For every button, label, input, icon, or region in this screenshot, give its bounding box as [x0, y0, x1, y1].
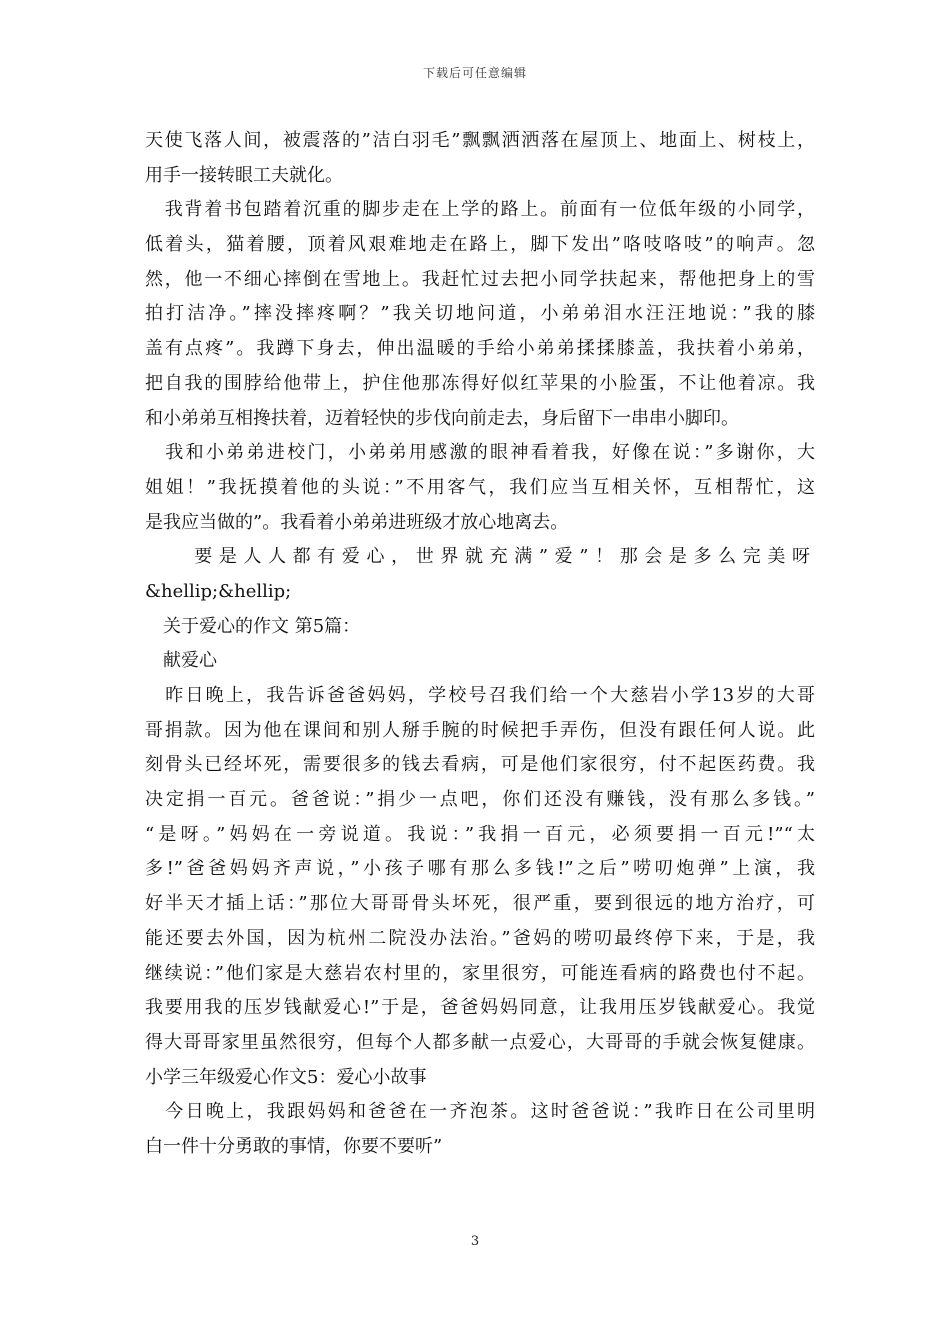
- text-line: 白一件十分勇敢的事情，你要不要听”: [145, 1135, 443, 1157]
- text-line: 关于爱心的作文 第5篇：: [145, 615, 361, 637]
- text-line: &hellip;&hellip;: [145, 580, 292, 602]
- text-line: 我背着书包踏着沉重的脚步走在上学的路上。前面有一位低年级的小同学，: [145, 199, 815, 221]
- document-body: [145, 124, 815, 1165]
- text-line: 盖有点疼”。我蹲下身去，伸出温暖的手给小弟弟揉揉膝盖，我扶着小弟弟，: [145, 338, 815, 360]
- text-line: 刻骨头已经坏死，需要很多的钱去看病，可是他们家很穷，付不起医药费。我: [145, 754, 815, 776]
- text-line: 决定捐一百元。爸爸说：”捐少一点吧，你们还没有赚钱，没有那么多钱。”: [145, 789, 815, 811]
- text-line: 我和小弟弟进校门，小弟弟用感激的眼神看着我，好像在说：”多谢你，大: [145, 442, 815, 464]
- text-line: 我要用我的压岁钱献爱心!”于是，爸爸妈妈同意，让我用压岁钱献爱心。我觉: [145, 997, 815, 1019]
- page-header: 下载后可任意编辑: [422, 66, 527, 80]
- text-line: 小学三年级爱心作文5：爱心小故事: [145, 1066, 427, 1088]
- text-line: 姐姐！”我抚摸着他的头说：”不用客气，我们应当互相关怀，互相帮忙，这: [145, 476, 815, 498]
- text-line: 哥捐款。因为他在课间和别人掰手腕的时候把手弄伤，但没有跟任何人说。此: [145, 719, 815, 741]
- text-line: 然，他一不细心摔倒在雪地上。我赶忙过去把小同学扶起来，帮他把身上的雪: [145, 268, 815, 290]
- text-line: 好半天才插上话：”那位大哥哥骨头坏死，很严重，要到很远的地方治疗，可: [145, 893, 815, 915]
- text-line: 和小弟弟互相搀扶着，迈着轻快的步伐向前走去，身后留下一串串小脚印。: [145, 407, 739, 429]
- text-line: 把自我的围脖给他带上，护住他那冻得好似红苹果的小脸蛋，不让他着凉。我: [145, 372, 815, 394]
- text-line: 天使飞落人间，被震落的”洁白羽毛”飘飘洒洒落在屋顶上、地面上、树枝上，: [145, 130, 815, 151]
- text-line: 是我应当做的”。我看着小弟弟进班级才放心地离去。: [145, 511, 569, 533]
- text-line: 拍打洁净。”摔没摔疼啊？”我关切地问道，小弟弟泪水汪汪地说：”我的膝: [145, 303, 815, 325]
- text-line: 用手一接转眼工夫就化。: [145, 164, 343, 186]
- text-line: 能还要去外国，因为杭州二院没办法治。”爸妈的唠叨最终停下来，于是，我: [145, 927, 815, 949]
- text-line: 昨日晚上，我告诉爸爸妈妈，学校号召我们给一个大慈岩小学13岁的大哥: [145, 685, 815, 706]
- page-number: 3: [470, 1234, 480, 1249]
- text-line: 继续说：”他们家是大慈岩农村里的，家里很穷，可能连看病的路费也付不起。: [145, 962, 815, 984]
- text-line: 今日晚上，我跟妈妈和爸爸在一齐泡茶。这时爸爸说：”我昨日在公司里明: [145, 1101, 815, 1123]
- text-line: 低着头，猫着腰，顶着风艰难地走在路上，脚下发出”咯吱咯吱”的响声。忽: [145, 234, 815, 256]
- text-line: 得大哥哥家里虽然很穷，但每个人都多献一点爱心，大哥哥的手就会恢复健康。: [145, 1031, 815, 1053]
- text-line: 献爱心: [145, 650, 217, 672]
- text-line: 要是人人都有爱心，世界就充满”爱”！那会是多么完美呀: [145, 546, 815, 568]
- text-line: 多!”爸爸妈妈齐声说，”小孩子哪有那么多钱!”之后”唠叨炮弹”上演，我: [145, 858, 815, 880]
- text-line: “是呀。”妈妈在一旁说道。我说：”我捐一百元，必须要捐一百元!”“太: [145, 823, 815, 845]
